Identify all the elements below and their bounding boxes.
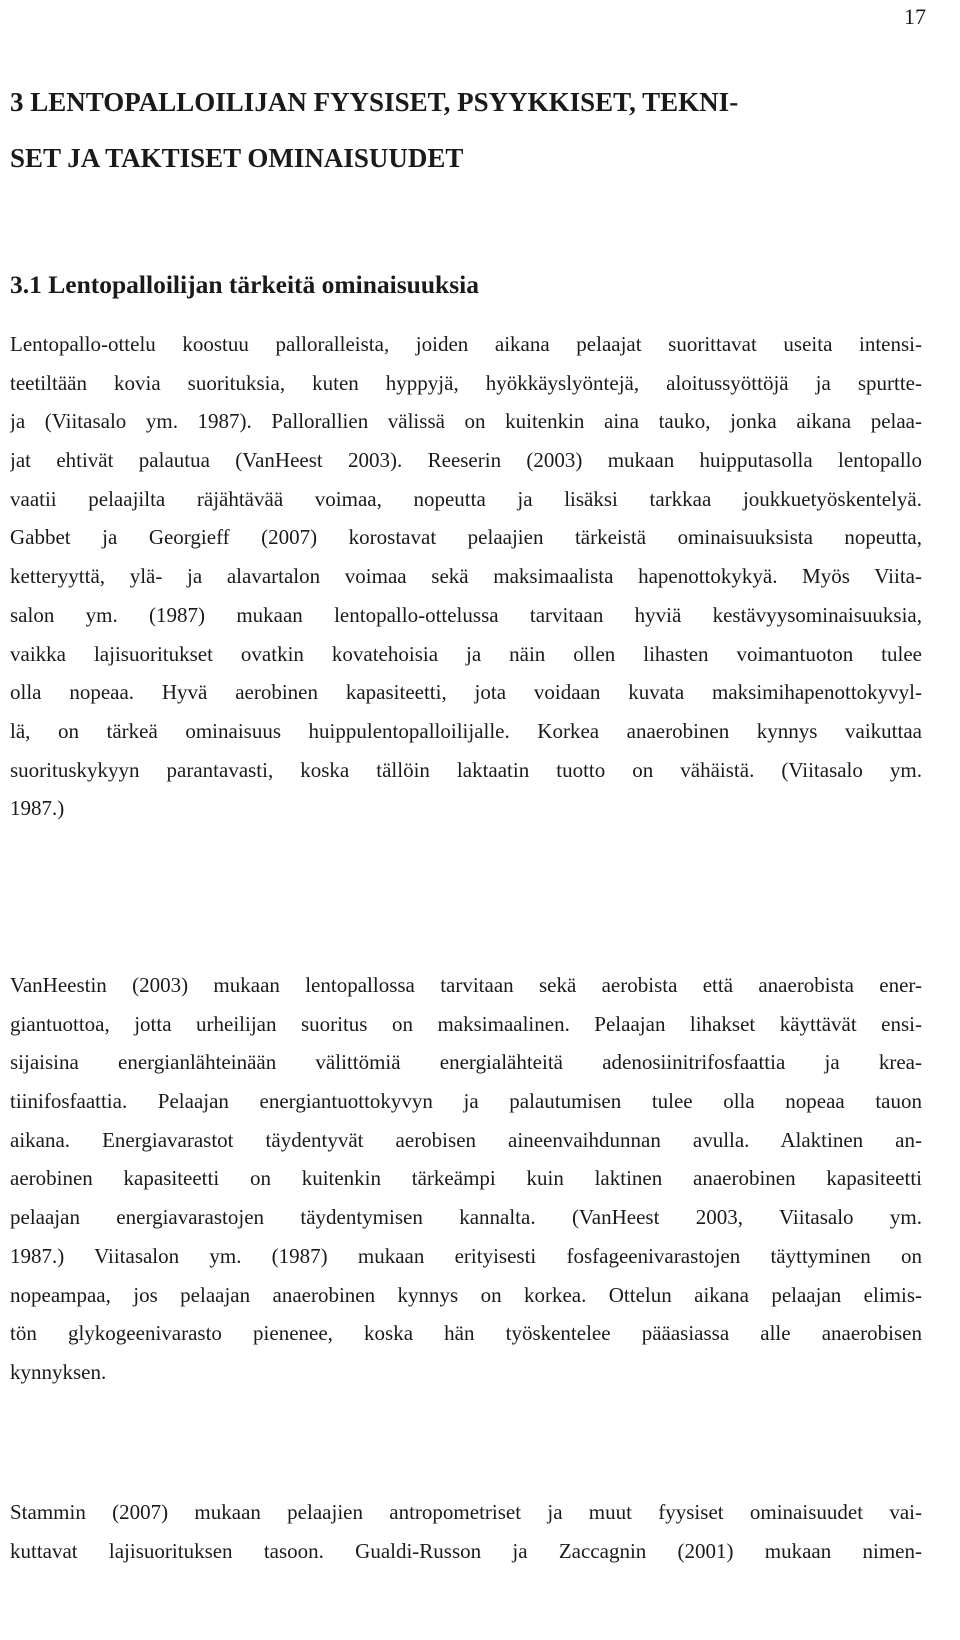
paragraph-line: tön glykogeenivarasto pienenee, koska hän työskentelee pääasiassa alle anaerobisen	[10, 1321, 922, 1346]
paragraph-2	[10, 966, 922, 1392]
paragraph-line: salon ym. (1987) mukaan lentopallo-ottelussa tarvitaan hyviä kestävyysominaisuuksia,	[10, 602, 922, 627]
paragraph-line: teetiltään kovia suorituksia, kuten hyppyjä, hyökkäyslyöntejä, aloitussyöttöjä ja spurtte-	[10, 370, 922, 395]
paragraph-line: sijaisina energianlähteinään välittömiä energialähteitä adenosiinitrifosfaattia ja krea-	[10, 1050, 922, 1075]
paragraph-line: pelaajan energiavarastojen täydentymisen kannalta. (VanHeest 2003, Viitasalo ym.	[10, 1205, 922, 1230]
section-title: 3.1 Lentopalloilijan tärkeitä ominaisuuksia	[10, 270, 479, 299]
paragraph-line: ketteryyttä, ylä- ja alavartalon voimaa sekä maksimaalista hapenottokykyä. Myös Viita-	[10, 564, 922, 589]
paragraph-line: giantuottoa, jotta urheilijan suoritus on maksimaalinen. Pelaajan lihakset käyttävät ensi-	[10, 1011, 922, 1036]
paragraph-line: aerobinen kapasiteetti on kuitenkin tärkeämpi kuin laktinen anaerobinen kapasiteetti	[10, 1166, 922, 1191]
paragraph-line: lä, on tärkeä ominaisuus huippulentopalloilijalle. Korkea anaerobinen kynnys vaikuttaa	[10, 718, 922, 743]
paragraph-line: 1987.) Viitasalon ym. (1987) mukaan erityisesti fosfageenivarastojen täyttyminen on	[10, 1243, 922, 1268]
paragraph-3	[10, 1493, 922, 1570]
paragraph-line: Lentopallo-ottelu koostuu palloralleista, joiden aikana pelaajat suorittavat useita intensi-	[10, 332, 922, 356]
chapter-title	[10, 74, 930, 186]
chapter-title-line: 3 LENTOPALLOILIJAN FYYSISET, PSYYKKISET, TEKNI-	[10, 87, 739, 117]
paragraph-line: suorituskykyyn parantavasti, koska tällöin laktaatin tuotto on vähäistä. (Viitasalo ym.	[10, 757, 922, 782]
paragraph-line: VanHeestin (2003) mukaan lentopallossa tarvitaan sekä aerobista että anaerobista ener-	[10, 973, 922, 997]
paragraph-line: olla nopeaa. Hyvä aerobinen kapasiteetti, jota voidaan kuvata maksimihapenottokyvyl-	[10, 680, 922, 705]
paragraph-1	[10, 325, 922, 828]
paragraph-line: jat ehtivät palautua (VanHeest 2003). Reeserin (2003) mukaan huipputasolla lentopallo	[10, 448, 922, 473]
paragraph-line: kuttavat lajisuorituksen tasoon. Gualdi-Russon ja Zaccagnin (2001) mukaan nimen-	[10, 1538, 922, 1563]
paragraph-line: vaikka lajisuoritukset ovatkin kovatehoisia ja näin ollen lihasten voimantuoton tulee	[10, 641, 922, 666]
paragraph-line: kynnyksen.	[10, 1359, 107, 1384]
page-number: 17	[904, 4, 926, 29]
paragraph-line: vaatii pelaajilta räjähtävää voimaa, nopeutta ja lisäksi tarkkaa joukkuetyöskentelyä.	[10, 486, 922, 511]
chapter-title-line: SET JA TAKTISET OMINAISUUDET	[10, 143, 464, 173]
paragraph-line: tiinifosfaattia. Pelaajan energiantuottokyvyn ja palautumisen tulee olla nopeaa tauon	[10, 1089, 922, 1114]
paragraph-line: nopeampaa, jos pelaajan anaerobinen kynnys on korkea. Ottelun aikana pelaajan elimis-	[10, 1282, 922, 1307]
paragraph-line: aikana. Energiavarastot täydentyvät aerobisen aineenvaihdunnan avulla. Alaktinen an-	[10, 1127, 922, 1152]
paragraph-line: ja (Viitasalo ym. 1987). Pallorallien välissä on kuitenkin aina tauko, jonka aikana pelaa-	[10, 409, 922, 434]
paragraph-line: Gabbet ja Georgieff (2007) korostavat pelaajien tärkeistä ominaisuuksista nopeutta,	[10, 525, 922, 550]
paragraph-line: Stammin (2007) mukaan pelaajien antropometriset ja muut fyysiset ominaisuudet vai-	[10, 1500, 922, 1524]
paragraph-line: 1987.)	[10, 796, 65, 821]
